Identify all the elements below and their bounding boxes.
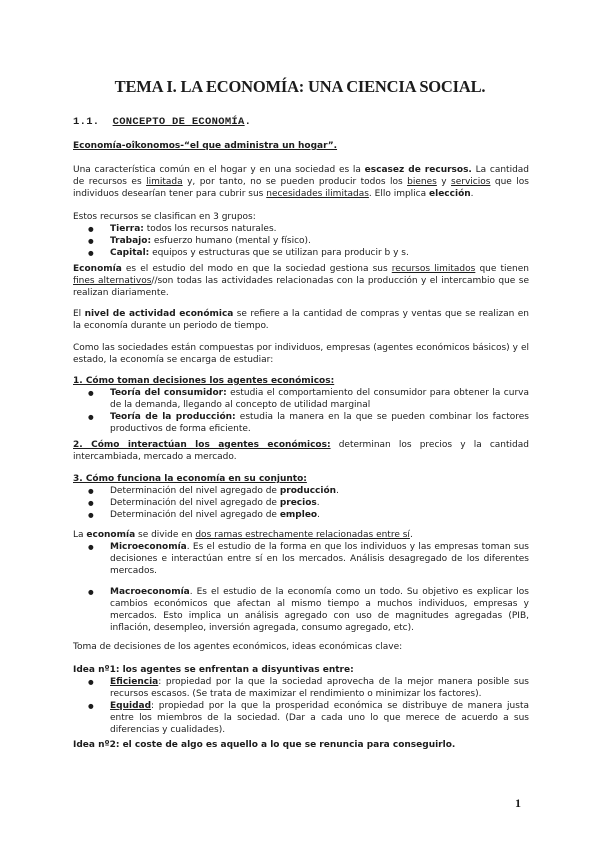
resource-groups-list [73,223,529,259]
macro-branch [73,586,529,634]
list-item: ● Teoría de la producción: estudia la manera en la que se pueden combinar los factores productivos de forma eficiente. [73,411,529,435]
list-item: ● Eficiencia: propiedad por la que la sociedad aprovecha de la mejor manera posible sus recursos escasos. (Se trata de maximizar el rendimiento o minimizar los factores). [73,676,529,700]
list-item: ● Trabajo: esfuerzo humano (mental y físico). [73,235,529,247]
question-2: 2. Cómo interactúan los agentes económicos: determinan los precios y la cantidad intercambiada, mercado a mercado. [73,440,529,463]
idea-1 [73,664,529,737]
list-item: ● Equidad: propiedad por la que la prosperidad económica se distribuye de manera justa entre los miembros de la sociedad. (Dar a cada uno lo que merece de acuerdo a sus diferencias y cualidades). [73,700,529,736]
list-item: ● Determinación del nivel agregado de precios. [73,497,529,509]
list-item: ● Teoría del consumidor: estudia el comportamiento del consumidor para obtener la curva de la demanda, llegando al concepto de utilidad marginal [73,387,529,411]
list-item-micro: ● Microeconomía. Es el estudio de la forma en que los individuos y las empresas toman sus decisiones e interactúan entre sí en los mercados. Análisis desagregado de los diferentes mercados. [73,541,529,577]
branches-intro: La economía se divide en dos ramas estrechamente relacionadas entre sí. [73,530,413,540]
paragraph-definition: Economía es el estudio del modo en que la sociedad gestiona sus recursos limitados que tienen fines alternativos//son todas las actividades relacionadas con la producción y el intercambio que se realizan diariamente. [73,264,530,299]
paragraph-scarcity: Una característica común en el hogar y en una sociedad es la escasez de recursos. La cantidad de recursos es limitada y, por tanto, no se pueden producir todos los bienes y servicios que los individuos desearían tener para cubrir sus necesidades ilimitadas. Ello implica elección. [73,165,530,200]
section-title: CONCEPTO DE ECONOMÍA [112,116,245,128]
resource-groups-intro: Estos recursos se clasifican en 3 grupos: [73,212,256,222]
etymology-heading: Economía-oîkonomos-“el que administra un hogar”. [73,141,338,151]
economy-branches [73,529,529,577]
question-1-heading: 1. Cómo toman decisiones los agentes económicos: [73,376,335,386]
question-3-heading: 3. Cómo funciona la economía en su conjunto: [73,474,307,484]
list-item: ● Determinación del nivel agregado de empleo. [73,509,529,521]
paragraph-activity-level: El nivel de actividad económica se refiere a la cantidad de compras y ventas que se realizan en la economía durante un periodo de tiempo. [73,309,529,332]
list-item: ● Determinación del nivel agregado de producción. [73,485,529,497]
page-title: TEMA I. LA ECONOMÍA: UNA CIENCIA SOCIAL. [114,77,486,96]
paragraph-agents: Como las sociedades están compuestas por individuos, empresas (agentes económicos básicos) y el estado, la economía se encarga de estudiar: [73,343,529,366]
list-item: ● Capital: equipos y estructuras que se utilizan para producir b y s. [73,247,529,259]
section-heading: 1.1. CONCEPTO DE ECONOMÍA. [73,116,252,128]
question-3 [73,473,529,521]
idea-1-heading: Idea nº1: los agentes se enfrentan a disyuntivas entre: [73,665,354,675]
page-number: 1 [515,796,521,810]
list-item-macro: ● Macroeconomía. Es el estudio de la economía como un todo. Su objetivo es explicar los cambios económicos que afectan al mismo tiempo a muchos individuos, empresas y mercados. Esto implica un análisis agregado con uso de magnitudes agregadas (PIB, inflación, desempleo, inversión agregada, consumo agregado, etc). [73,586,529,634]
question-2-heading: 2. Cómo interactúan los agentes económicos: [73,440,331,450]
section-number: 1.1. [73,116,100,128]
idea-2: Idea nº2: el coste de algo es aquello a lo que se renuncia para conseguirlo. [73,740,456,750]
ideas-intro: Toma de decisiones de los agentes económicos, ideas económicas clave: [73,642,403,652]
resource-groups [73,211,529,259]
list-item: ● Tierra: todos los recursos naturales. [73,223,529,235]
question-1 [73,375,529,435]
